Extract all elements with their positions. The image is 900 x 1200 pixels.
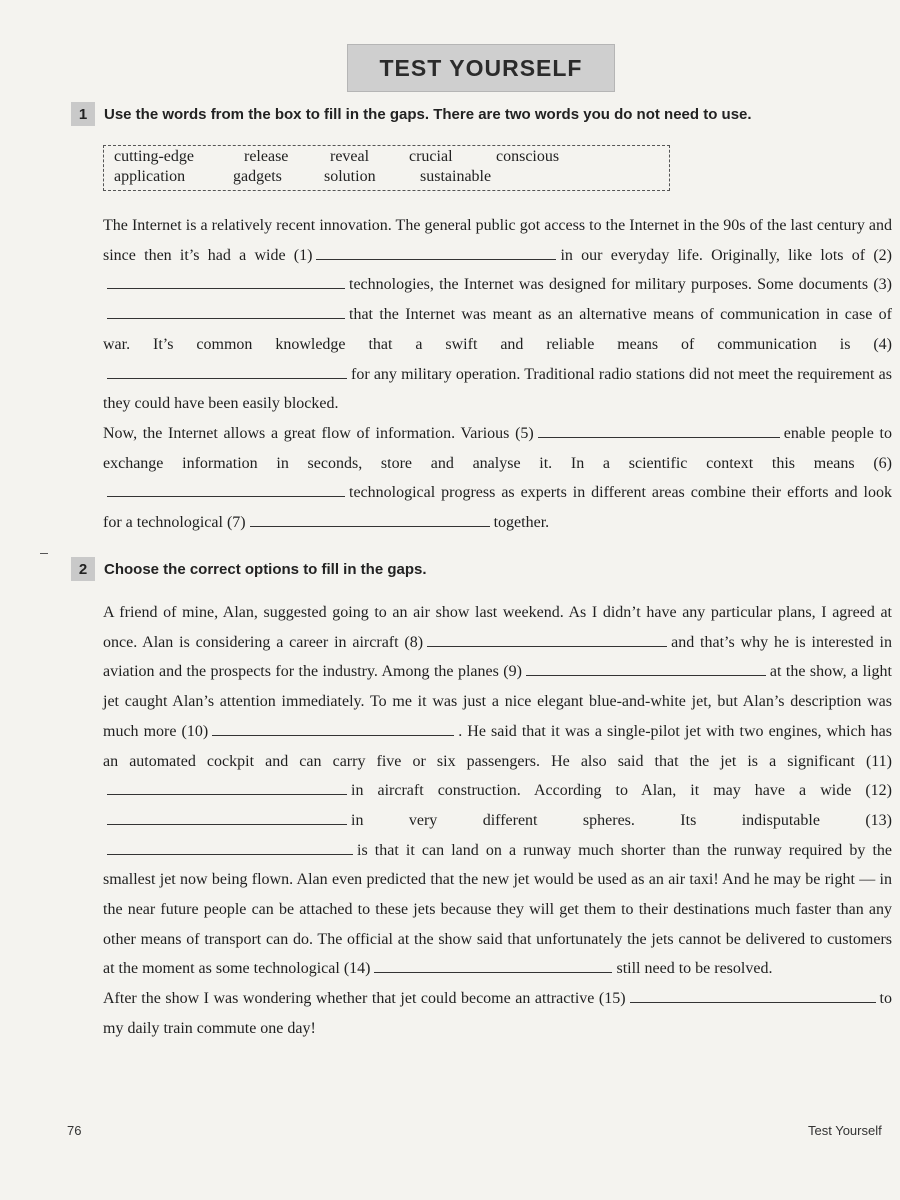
title-banner — [347, 44, 615, 92]
word-box — [103, 145, 670, 191]
task1-heading — [71, 102, 752, 126]
page-number: 76 — [67, 1123, 82, 1138]
task2-paragraph-2 — [103, 984, 892, 1043]
footer-section-name: Test Yourself — [808, 1123, 882, 1138]
word-box-item: solution — [324, 168, 376, 185]
word-box-item: crucial — [409, 148, 453, 165]
gap-14[interactable] — [374, 958, 612, 973]
text-span: A friend of mine, Alan, suggested going to an air show last weekend. As I didn’t have any particular plans, I agreed at once. Alan is considering a career in aircraft (8) — [103, 604, 892, 651]
word-box-item: sustainable — [420, 168, 492, 185]
text-span: in our everyday life. Originally, like lots of (2) — [560, 246, 892, 264]
text-span: and that’s why he is interested in aviation and the prospects for the industry. Among the planes (9) — [103, 633, 893, 681]
text-span: at the show, a light jet caught Alan’s attention immediately. To me it was just a nice elegant blue-and-white jet, but Alan’s description was much more (10) — [103, 663, 892, 740]
gap-8[interactable] — [427, 632, 667, 647]
text-span: The Internet is a relatively recent innovation. The general public got access to the Internet in the 90s of the last century and since then it’s had a wide (1) — [103, 217, 892, 264]
gap-7[interactable] — [250, 512, 490, 527]
task2-text — [103, 598, 892, 1044]
task2-heading — [71, 557, 427, 581]
word-box-item: application — [114, 168, 186, 185]
text-span: technologies, the Internet was designed for military purposes. Some documents (3) — [349, 276, 892, 294]
task1-number: 1 — [71, 102, 95, 126]
gap-12[interactable] — [107, 810, 347, 825]
word-box-item: conscious — [496, 148, 560, 165]
gap-2[interactable] — [107, 274, 345, 289]
gap-3[interactable] — [107, 304, 345, 319]
gap-10[interactable] — [212, 721, 454, 736]
text-span: in aircraft construction. According to Alan, it may have a wide (12) — [351, 782, 892, 800]
text-span: to my daily train commute one day! — [103, 990, 892, 1037]
word-box-item: release — [244, 148, 289, 165]
text-span: Now, the Internet allows a great flow of information. Various (5) — [103, 424, 534, 442]
word-box-item: reveal — [330, 148, 370, 165]
text-span: is that it can land on a runway much shorter than the runway required by the smallest jet now being flown. Alan even predicted that the new jet would be used as an air taxi! And he may be right — in the near future people can be attached to these jets because they will get them to their destinations much faster than any other means of transport can do. The official at the show said that unfortunately the jets cannot be delivered to customers at the moment as some technological (14) — [103, 841, 892, 978]
gap-11[interactable] — [107, 780, 347, 795]
text-span: still need to be resolved. — [616, 960, 773, 978]
page-title: TEST YOURSELF — [379, 54, 583, 81]
task1-text — [103, 211, 892, 538]
gap-4[interactable] — [107, 364, 347, 379]
gap-5[interactable] — [538, 423, 780, 438]
gap-13[interactable] — [107, 840, 353, 855]
text-span: . He said that it was a single-pilot jet with two engines, which has an automated cockpit and can carry five or six passengers. He also said that the jet is a significant (11) — [103, 722, 893, 770]
gap-9[interactable] — [526, 661, 766, 676]
task1-paragraph-1 — [103, 211, 892, 419]
text-span: for any military operation. Traditional radio stations did not meet the requirement as they could have been easily blocked. — [103, 365, 892, 413]
task1-instruction: Use the words from the box to fill in the gaps. There are two words you do not need to use. — [104, 105, 752, 123]
gap-6[interactable] — [107, 482, 345, 497]
word-box-item: gadgets — [233, 168, 282, 185]
task2-number: 2 — [71, 557, 95, 581]
text-span: enable people to exchange information in seconds, store and analyse it. In a scientific context this means (6) — [103, 424, 892, 472]
margin-mark — [40, 553, 48, 554]
word-box-item: cutting-edge — [114, 148, 194, 165]
text-span: together. — [493, 514, 550, 532]
gap-15[interactable] — [630, 988, 876, 1003]
task2-paragraph-1 — [103, 598, 892, 984]
task1-paragraph-2 — [103, 419, 892, 538]
text-span: After the show I was wondering whether that jet could become an attractive (15) — [103, 990, 626, 1008]
gap-1[interactable] — [316, 245, 556, 260]
text-span: that the Internet was meant as an alternative means of communication in case of war. It’s common knowledge that a swift and reliable means of communication is (4) — [103, 306, 892, 353]
task2-instruction: Choose the correct options to fill in the gaps. — [104, 560, 427, 578]
text-span: technological progress as experts in different areas combine their efforts and look for a technological (7) — [103, 484, 892, 532]
text-span: in very different spheres. Its indisputable (13) — [351, 811, 892, 829]
